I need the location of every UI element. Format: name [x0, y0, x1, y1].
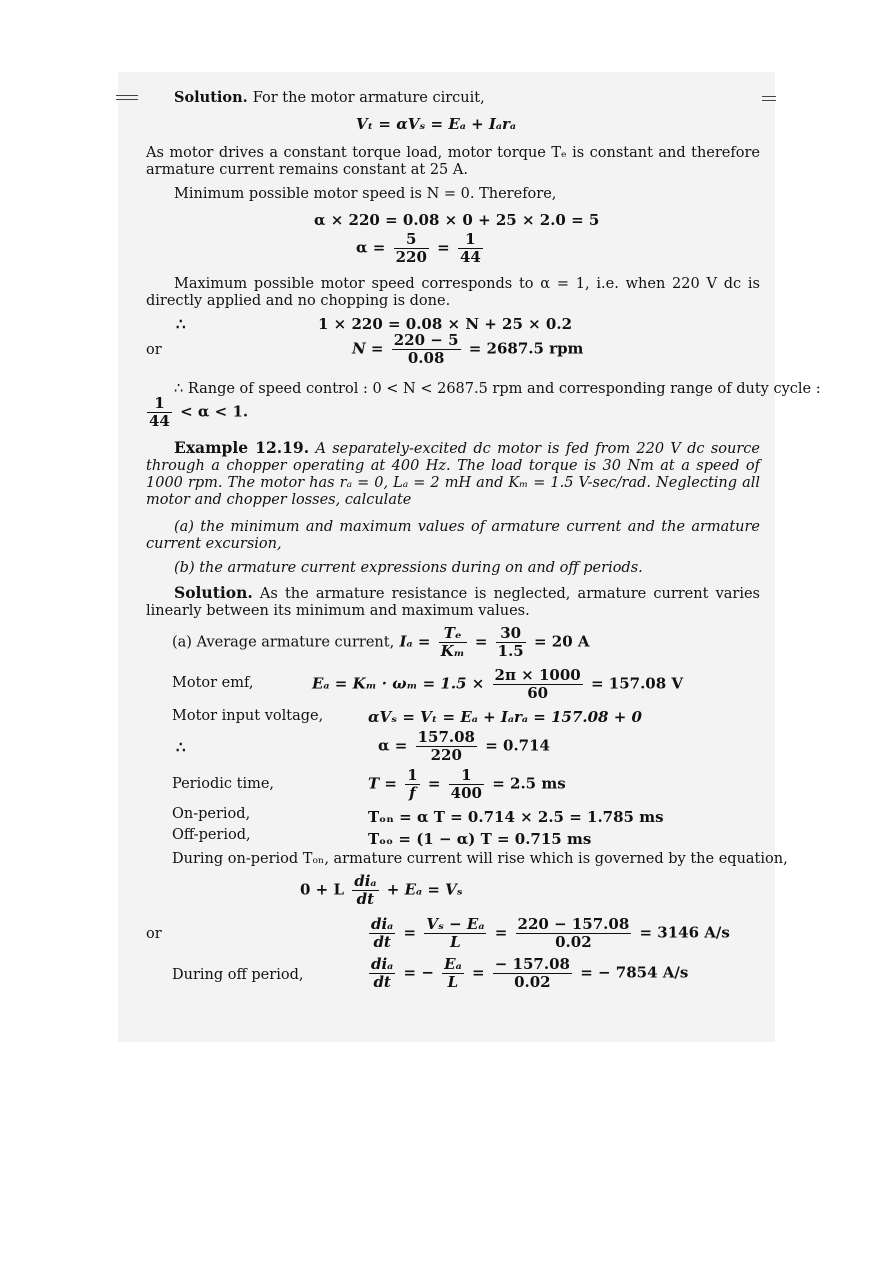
eq-sign: = [403, 923, 417, 942]
denominator: Kₘ [440, 642, 465, 660]
denominator: 220 [430, 746, 462, 764]
on-period-label: On-period, [172, 806, 251, 822]
example-label: Example 12.19. [174, 438, 310, 457]
denominator: 400 [450, 784, 482, 802]
solution-1-intro [174, 89, 485, 107]
denominator: 44 [149, 412, 170, 430]
denominator: 44 [459, 248, 481, 266]
eq-sign: = [494, 923, 508, 942]
equation-speed-value [352, 332, 583, 367]
alpha-equation [378, 729, 550, 764]
denominator: L [447, 973, 459, 991]
solution-label: Solution. [174, 89, 248, 106]
therefore-symbol: ∴ [176, 738, 186, 756]
fraction [352, 873, 378, 908]
margin-rule [762, 96, 776, 97]
solution-2-intro [146, 584, 760, 620]
fraction [496, 625, 526, 660]
equation-max-speed: 1 × 220 = 0.08 × N + 25 × 0.2 [318, 315, 573, 333]
periodic-time-label: Periodic time, [172, 776, 275, 792]
numerator: 220 − 5 [393, 331, 459, 349]
example-text: A separately-excited dc motor is fed from 220 V dc source through a chopper operating at 400 Hz. The load torque is 30 Nm at a speed of 1000 rpm. The motor has rₐ = 0, Lₐ = 2 mH and Kₘ = 1.5 V-sec/rad. Neglecting all motor and chopper losses, calculate [146, 441, 760, 508]
denominator: f [409, 784, 416, 802]
fraction [439, 625, 467, 660]
numerator: Eₐ [444, 955, 462, 973]
numerator: 30 [496, 625, 526, 643]
fraction [424, 916, 486, 951]
eq-sign: = − [403, 963, 434, 982]
eq-lhs: α = [378, 736, 408, 755]
eq-lhs: α = [356, 238, 386, 257]
denominator: 0.02 [555, 933, 592, 951]
off-period-equation: Tₒₒ = (1 − α) T = 0.715 ms [368, 830, 592, 848]
range-text: < α < 1. [180, 402, 249, 421]
margin-rule [116, 95, 138, 96]
average-current-row [172, 625, 590, 660]
example-part-a: (a) the minimum and maximum values of armature current and the armature current excursion, [146, 519, 760, 552]
fraction [449, 767, 484, 802]
during-on-period-text: During on-period Tₒₙ, armature current will rise which is governed by the equation, [172, 851, 788, 867]
numerator: − 157.08 [494, 955, 570, 973]
eq-lhs: T = [368, 774, 397, 793]
denominator: 0.02 [514, 973, 551, 991]
eq-lhs: Iₐ = [399, 632, 431, 651]
fraction [442, 956, 464, 991]
numerator: Tₑ [439, 625, 467, 643]
off-period-text: During off period, [172, 967, 304, 983]
row-label: (a) Average armature current, [172, 634, 395, 651]
denominator: dt [356, 890, 375, 908]
example-part-b: (b) the armature current expressions during on and off periods. [174, 560, 643, 576]
off-period-label: Off-period, [172, 827, 251, 843]
eq-lhs: N = [352, 339, 384, 358]
current-fall-equation [366, 956, 688, 991]
fraction [458, 231, 483, 266]
therefore-symbol: ∴ [176, 315, 186, 333]
fraction [416, 729, 477, 764]
fraction [369, 956, 395, 991]
current-rise-equation [366, 916, 730, 951]
numerator: 220 − 157.08 [517, 915, 630, 933]
example-statement [146, 439, 760, 509]
fraction [147, 395, 172, 430]
eq-rhs: = 3146 A/s [639, 923, 730, 942]
input-voltage-equation: αVₛ = Vₜ = Eₐ + Iₐrₐ = 157.08 + 0 [368, 708, 642, 726]
eq-rhs: = 20 A [533, 632, 590, 651]
eq-sign: = [471, 963, 485, 982]
periodic-time-equation [368, 767, 566, 802]
denominator: 0.08 [407, 349, 445, 367]
eq-rhs: = 2687.5 rpm [468, 339, 584, 358]
numerator: 2π × 1000 [494, 666, 581, 684]
numerator: diₐ [354, 872, 377, 890]
numerator: diₐ [371, 955, 394, 973]
eq-rhs: = 2.5 ms [492, 774, 566, 793]
eq-sign: = [437, 238, 450, 257]
eq-rhs: = 0.714 [485, 736, 550, 755]
denominator: 220 [395, 248, 427, 266]
numerator: 1 [407, 766, 418, 784]
solution-label: Solution. [174, 583, 253, 602]
equation-alpha-fraction [356, 231, 486, 266]
solution-text: For the motor armature circuit, [252, 90, 485, 106]
numerator: Vₛ − Eₐ [426, 915, 485, 933]
margin-rule [762, 100, 776, 101]
paragraph-constant-torque: As motor drives a constant torque load, motor torque Tₑ is constant and therefore armature current remains constant at 25 A. [146, 145, 760, 178]
differential-equation [300, 873, 463, 908]
paragraph-min-speed: Minimum possible motor speed is N = 0. Therefore, [174, 186, 557, 202]
or-label: or [146, 926, 162, 942]
emf-equation [312, 667, 683, 702]
denominator: 1.5 [497, 642, 524, 660]
eq-rhs: = 157.08 V [590, 674, 684, 693]
denominator: dt [373, 933, 391, 951]
equation-min-alpha: α × 220 = 0.08 × 0 + 25 × 2.0 = 5 [314, 211, 600, 229]
numerator: 1 [458, 231, 483, 249]
on-period-equation: Tₒₙ = α T = 0.714 × 2.5 = 1.785 ms [368, 808, 664, 826]
numerator: 157.08 [417, 728, 475, 746]
denominator: dt [373, 973, 391, 991]
eq-rhs: + Eₐ = Vₛ [386, 880, 463, 899]
eq-lhs: 0 + L [300, 880, 344, 899]
eq-rhs: = − 7854 A/s [580, 963, 689, 982]
input-voltage-label: Motor input voltage, [172, 708, 324, 724]
fraction [405, 767, 419, 802]
paragraph-max-speed: Maximum possible motor speed corresponds to α = 1, i.e. when 220 V dc is directly applied and no chopping is done. [146, 276, 760, 309]
numerator: 1 [147, 395, 172, 413]
paragraph-range: ∴ Range of speed control : 0 < N < 2687.5 rpm and corresponding range of duty cycle : [174, 381, 821, 397]
or-label: or [146, 342, 162, 358]
numerator: diₐ [371, 915, 394, 933]
fraction [493, 956, 572, 991]
fraction [394, 231, 429, 266]
solution-text: As the armature resistance is neglected, armature current varies linearly between its minimum and maximum values. [146, 586, 761, 619]
emf-label: Motor emf, [172, 675, 254, 691]
duty-cycle-range [144, 395, 248, 430]
denominator: L [450, 933, 461, 951]
equation-terminal-voltage: Vₜ = αVₛ = Eₐ + Iₐrₐ [356, 115, 517, 133]
fraction [493, 667, 583, 702]
eq-sign: = [474, 632, 488, 651]
fraction [516, 916, 632, 951]
margin-rule [116, 99, 138, 100]
numerator: 1 [449, 767, 484, 785]
fraction [392, 332, 461, 367]
fraction [369, 916, 395, 951]
eq-sign: = [427, 774, 441, 793]
denominator: 60 [527, 684, 549, 702]
numerator: 5 [394, 231, 429, 249]
eq-lhs: Eₐ = Kₘ · ωₘ = 1.5 × [312, 674, 485, 693]
